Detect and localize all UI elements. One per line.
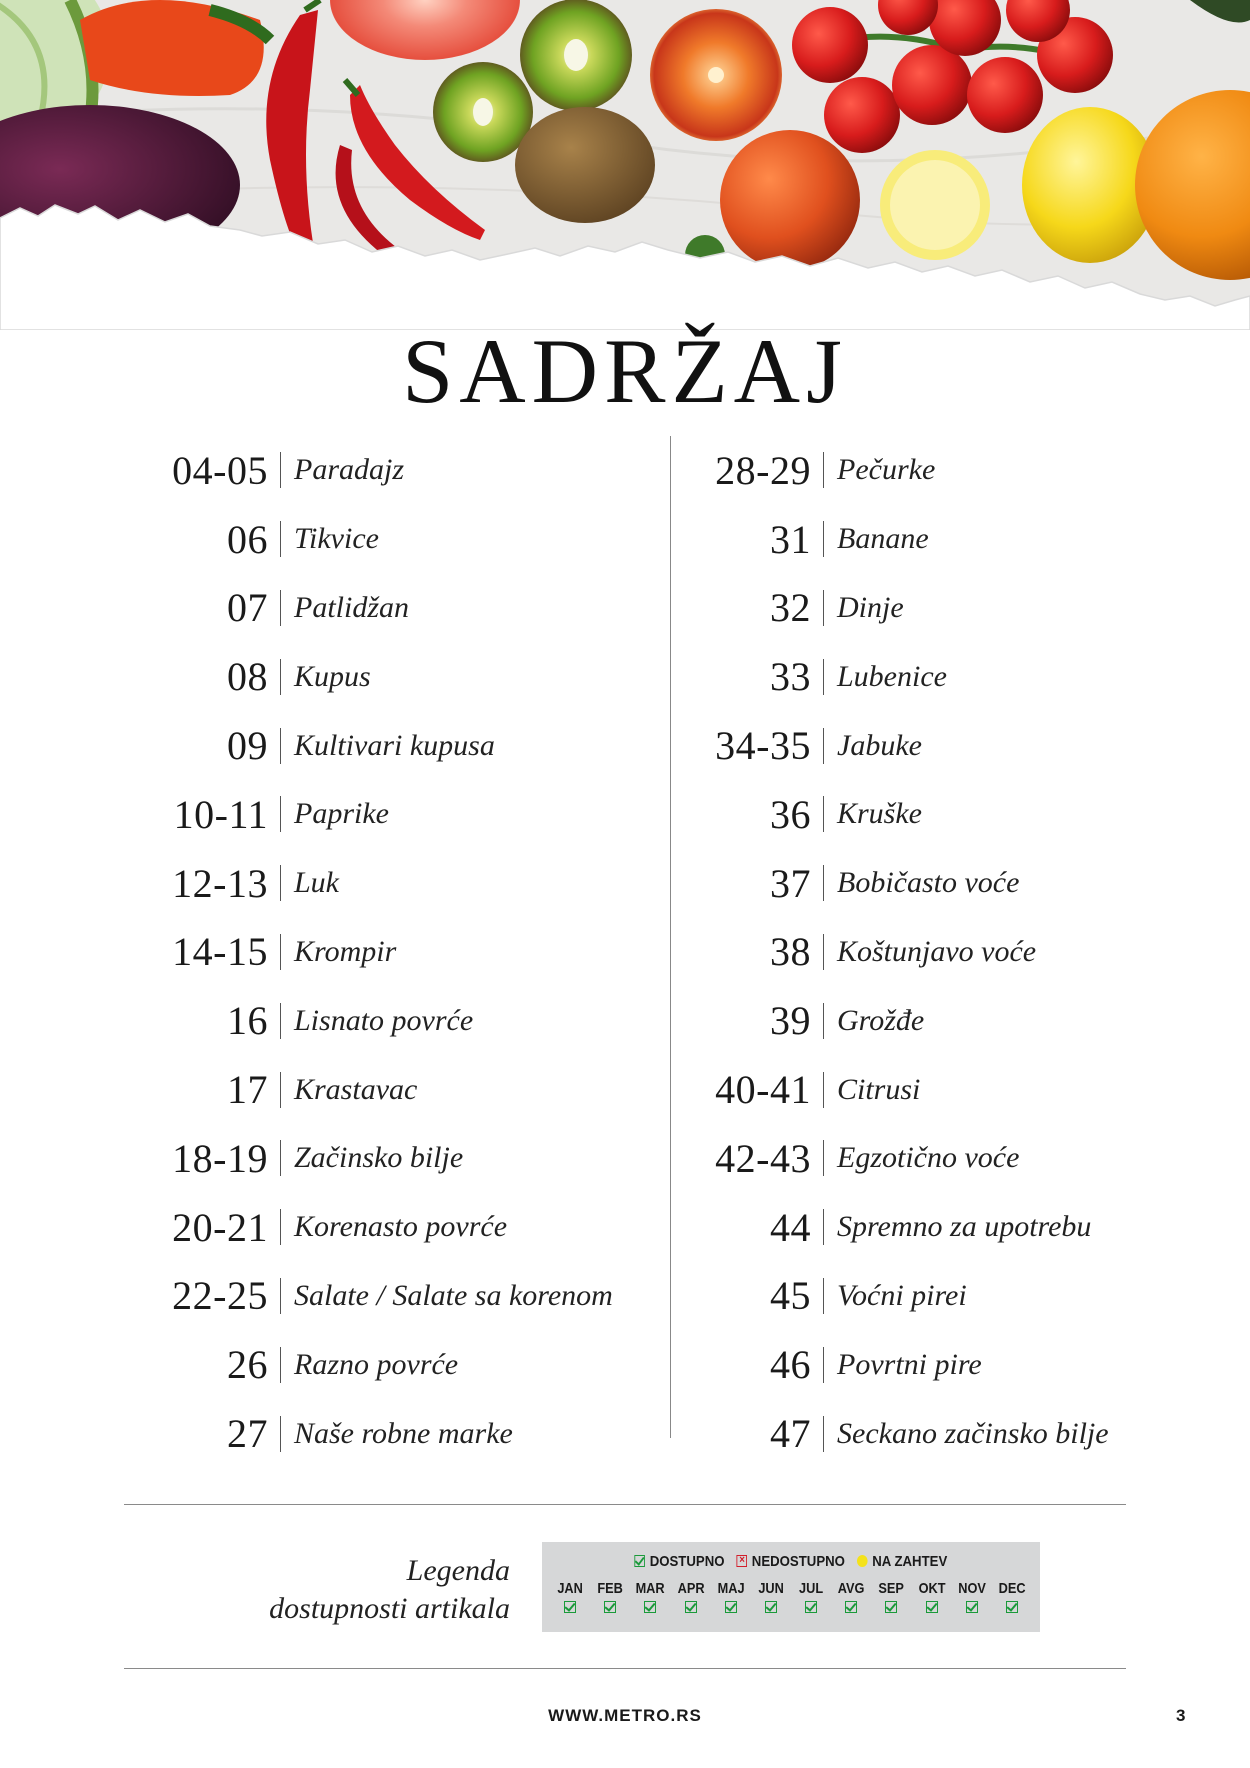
toc-separator [280,1416,281,1452]
month-status [751,1601,791,1613]
month-label: JAN [557,1580,583,1597]
month-grid [550,1580,1032,1613]
toc-label: Luk [294,866,339,900]
toc-label: Bobičasto voće [837,866,1020,900]
toc-label: Voćni pirei [837,1278,967,1312]
toc-separator [280,521,281,557]
legend-key-label: DOSTUPNO [649,1552,725,1570]
month-status [871,1601,911,1613]
toc-entry[interactable] [673,1055,1153,1124]
toc-page-number: 18-19 [172,1135,268,1181]
toc-label: Kruške [837,797,922,831]
page-title: SADRŽAJ [402,320,848,422]
toc-separator [280,1072,281,1108]
toc-entry[interactable] [673,1193,1153,1262]
toc-entry[interactable] [673,711,1153,780]
toc-label: Krompir [294,934,397,968]
month-status [952,1601,992,1613]
toc-label: Krastavac [294,1072,418,1106]
toc-page-number: 27 [227,1411,268,1457]
toc-page-number: 46 [770,1342,811,1388]
month-status [912,1601,952,1613]
legend-caption-line: Legenda [406,1554,510,1587]
check-icon [644,1601,656,1613]
toc-page-number: 10-11 [173,791,268,837]
month-label: OKT [918,1580,946,1597]
toc-label: Paradajz [294,453,405,487]
check-icon [885,1601,897,1613]
toc-page-number: 08 [227,654,268,700]
toc-separator [823,1278,824,1314]
toc-label: Tikvice [294,522,379,556]
toc-label: Razno povrće [294,1347,459,1381]
toc-separator [280,659,281,695]
hero-produce-image [0,0,1250,330]
toc-label: Začinsko bilje [294,1141,464,1175]
month-status [992,1601,1032,1613]
month-label: AVG [837,1580,865,1597]
toc-entry[interactable] [673,780,1153,849]
month-label: JUL [799,1580,824,1597]
toc-label: Dinje [837,590,904,624]
month-label: SEP [878,1580,905,1597]
month-label: JUN [758,1580,784,1597]
toc-separator [823,590,824,626]
check-icon [725,1601,737,1613]
toc-page-number: 14-15 [172,929,268,975]
toc-separator [823,1072,824,1108]
toc-label: Egzotično voće [837,1141,1020,1175]
toc-separator [280,1209,281,1245]
toc-entry[interactable] [130,1262,670,1331]
month-label: DEC [998,1580,1026,1597]
toc-label: Jabuke [837,728,922,762]
toc-page-number: 32 [770,585,811,631]
legend-key-label: NEDOSTUPNO [751,1552,845,1570]
toc-page-number: 04-05 [172,447,268,493]
website-link[interactable]: WWW.METRO.RS [548,1706,702,1725]
toc-label: Grožđe [837,1003,925,1037]
toc-page-number: 06 [227,516,268,562]
toc-page-number: 09 [227,723,268,769]
toc-label: Salate / Salate sa korenom [294,1278,613,1312]
month-label: APR [677,1580,705,1597]
toc-separator [823,728,824,764]
toc-label: Pečurke [837,453,936,487]
toc-separator [280,1347,281,1383]
check-icon [604,1601,616,1613]
toc-entry[interactable] [673,1124,1153,1193]
toc-label: Citrusi [837,1072,921,1106]
toc-entry[interactable] [130,849,670,918]
toc-separator [280,1278,281,1314]
legend-caption-line: dostupnosti artikala [269,1592,510,1625]
month-status [590,1601,630,1613]
toc-page-number: 28-29 [715,447,811,493]
toc-label: Koštunjavo voće [837,934,1037,968]
toc-page-number: 44 [770,1204,811,1250]
toc-entry[interactable] [673,574,1153,643]
toc-separator [280,452,281,488]
legend-caption [240,1552,510,1628]
availability-legend [542,1542,1040,1632]
toc-separator [823,1347,824,1383]
toc-page-number: 37 [770,860,811,906]
toc-separator [280,865,281,901]
toc-entry[interactable] [130,642,670,711]
toc-label: Seckano začinsko bilje [837,1416,1109,1450]
toc-label: Spremno za upotrebu [837,1210,1092,1244]
toc-label: Korenasto povrće [294,1210,508,1244]
toc-separator [823,796,824,832]
check-icon [1006,1601,1018,1613]
legend-key-on-request [857,1553,947,1570]
toc-page-number: 39 [770,998,811,1044]
toc-page-number: 42-43 [715,1135,811,1181]
toc-entry[interactable] [673,986,1153,1055]
legend-key-available [635,1553,725,1570]
legend-key-unavailable [737,1553,845,1570]
toc-separator [823,1140,824,1176]
cross-icon: × [737,1555,748,1567]
check-icon [805,1601,817,1613]
toc-right-column [673,436,1153,1468]
toc-page-number: 38 [770,929,811,975]
toc-page-number: 16 [227,998,268,1044]
toc-entry[interactable] [130,1330,670,1399]
toc-entry[interactable] [130,1124,670,1193]
check-icon [635,1555,646,1567]
month-status [630,1601,670,1613]
legend-key [579,1550,1003,1572]
toc-page-number: 26 [227,1342,268,1388]
month-label: FEB [597,1580,623,1597]
toc-page-number: 45 [770,1273,811,1319]
toc-page-number: 33 [770,654,811,700]
toc-entry[interactable] [673,849,1153,918]
toc-separator [823,934,824,970]
toc-entry[interactable] [130,711,670,780]
column-divider [670,436,671,1438]
check-icon [564,1601,576,1613]
toc-entry[interactable] [130,780,670,849]
toc-entry[interactable] [130,436,670,505]
toc-label: Povrtni pire [837,1347,982,1381]
toc-left-column [130,436,670,1468]
check-icon [845,1601,857,1613]
toc-separator [823,521,824,557]
divider-rule [124,1504,1126,1505]
toc-page-number: 17 [227,1067,268,1113]
toc-separator [280,1003,281,1039]
toc-separator [823,1416,824,1452]
toc-separator [280,590,281,626]
legend-key-label: NA ZAHTEV [872,1552,948,1570]
toc-entry[interactable] [130,574,670,643]
toc-page-number: 12-13 [172,860,268,906]
check-icon [966,1601,978,1613]
month-status [711,1601,751,1613]
toc-label: Banane [837,522,929,556]
toc-label: Naše robne marke [294,1416,513,1450]
toc-entry[interactable] [130,1193,670,1262]
toc-entry[interactable] [673,1262,1153,1331]
toc-label: Kultivari kupusa [294,728,495,762]
toc-separator [280,1140,281,1176]
toc-page-number: 40-41 [715,1067,811,1113]
toc-label: Kupus [294,659,371,693]
month-label: MAR [635,1580,665,1597]
toc-page-number: 34-35 [715,723,811,769]
toc-entry[interactable] [673,1330,1153,1399]
toc-separator [280,934,281,970]
toc-separator [823,865,824,901]
page-number: 3 [1176,1706,1186,1725]
toc-label: Lubenice [837,659,947,693]
toc-separator [280,796,281,832]
toc-label: Patlidžan [294,590,410,624]
toc-separator [823,659,824,695]
toc-entry[interactable] [673,918,1153,987]
toc-entry[interactable] [130,1399,670,1468]
check-icon [685,1601,697,1613]
month-label: NOV [957,1580,986,1597]
toc-label: Lisnato povrće [294,1003,474,1037]
toc-label: Paprike [294,797,389,831]
month-status [791,1601,831,1613]
dot-icon [857,1555,868,1567]
check-icon [926,1601,938,1613]
toc-entry[interactable] [130,505,670,574]
toc-separator [280,728,281,764]
divider-rule [124,1668,1126,1669]
toc-page-number: 36 [770,791,811,837]
toc-separator [823,1003,824,1039]
toc-page-number: 47 [770,1411,811,1457]
toc-page-number: 31 [770,516,811,562]
toc-page-number: 07 [227,585,268,631]
toc-entry[interactable] [130,1055,670,1124]
toc-page-number: 22-25 [172,1273,268,1319]
toc-separator [823,1209,824,1245]
check-icon [765,1601,777,1613]
toc-entry[interactable] [130,918,670,987]
toc-page-number: 20-21 [172,1204,268,1250]
toc-entry[interactable] [673,436,1153,505]
toc-entry[interactable] [673,642,1153,711]
toc-separator [823,452,824,488]
month-status [550,1601,590,1613]
month-label: MAJ [717,1580,745,1597]
month-status [671,1601,711,1613]
month-status [831,1601,871,1613]
toc-entry[interactable] [673,505,1153,574]
toc-entry[interactable] [673,1399,1153,1468]
toc-entry[interactable] [130,986,670,1055]
